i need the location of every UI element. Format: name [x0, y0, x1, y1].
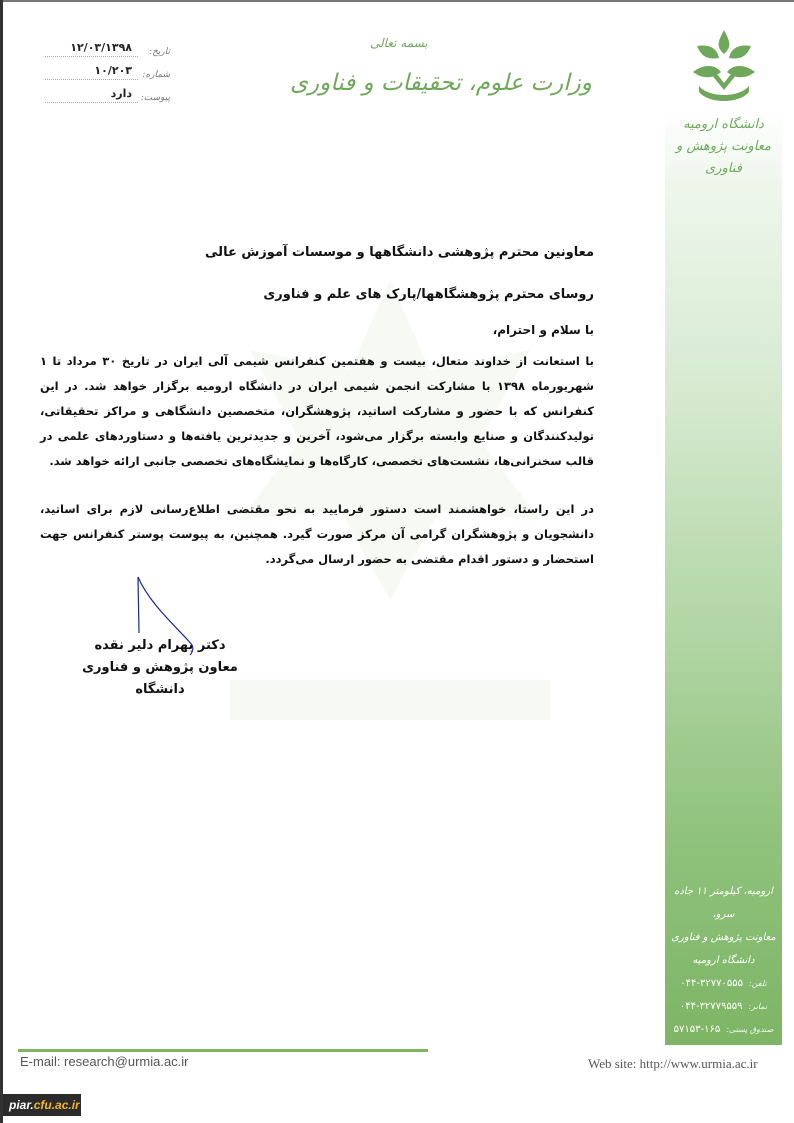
phone-number: ۰۴۴-۳۲۷۷۰۵۵۵ — [680, 978, 743, 989]
address-line-1: ارومیه، کیلومتر ۱۱ جاده سرو، — [674, 886, 773, 920]
meta-date — [45, 34, 170, 57]
fax-number: ۰۴۴-۳۲۷۷۹۵۵۹ — [679, 1001, 743, 1012]
logo-line-department: معاونت پژوهش و — [676, 139, 771, 154]
footer-website[interactable]: Web site: http://www.urmia.ac.ir — [588, 1056, 758, 1071]
signer-name: دکتر بهرام دلیر نقده — [94, 638, 226, 653]
address-block — [665, 880, 782, 1041]
meta-attachment-label: پیوست: — [140, 93, 170, 103]
meta-date-label: تاریخ: — [149, 47, 170, 57]
salutation: با سلام و احترام، — [492, 323, 594, 337]
badge-prefix: piar. — [9, 1098, 34, 1112]
recipient-line-2: روسای محترم پژوهشگاهها/پارک های علم و فناوری — [263, 287, 594, 302]
pobox-row — [665, 1018, 782, 1041]
page-top-border — [0, 0, 794, 2]
letter-meta — [45, 34, 170, 103]
body-paragraph-2: در این راستا، خواهشمند است دستور فرمایید به نحو مقتضی اطلاع‌رسانی لازم برای اساتید، دانشجویان و پژوهشگران گرامی آن مرکز صورت گیرد. همچنین، به پیوست پوستر کنفرانس جهت استحضار و دستور اقدام مقتضی به حضور ارسال می‌گردد. — [40, 502, 594, 566]
meta-number — [45, 57, 170, 80]
meta-number-value: ۱۰/۲۰۳ — [45, 64, 138, 80]
ministry-title: وزارت علوم، تحقیقات و فناوری — [290, 70, 592, 96]
meta-number-label: شماره: — [142, 70, 170, 80]
meta-date-value: ۱۲/۰۳/۱۳۹۸ — [45, 41, 138, 57]
fax-label: نمابر: — [748, 1002, 768, 1011]
signer-title: معاون پژوهش و فناوری دانشگاه — [82, 660, 238, 697]
university-logo — [665, 28, 782, 180]
pobox-number: ۵۷۱۵۳-۱۶۵ — [673, 1024, 721, 1035]
footer-email[interactable]: E-mail: research@urmia.ac.ir — [20, 1054, 189, 1069]
pobox-label: صندوق پستی: — [726, 1025, 774, 1034]
logo-line-technology: فناوری — [705, 161, 742, 176]
meta-attachment-value: دارد — [45, 87, 138, 103]
bismillah-heading: بسمه تعالی — [370, 36, 428, 50]
address-line-2: معاونت پژوهش و فناوری — [671, 932, 776, 943]
fax-row — [665, 995, 782, 1018]
logo-line-university: دانشگاه ارومیه — [683, 117, 764, 132]
signature-block — [60, 635, 260, 701]
page-left-border — [0, 0, 3, 1123]
body-paragraph-1: با استعانت از خداوند متعال، بیست و هفتمین کنفرانس شیمی آلی ایران در تاریخ ۳۰ مرداد تا ۱ شهریورماه ۱۳۹۸ با مشارکت انجمن شیمی ایران در دانشگاه ارومیه برگزار خواهد شد. در این کنفرانس که با حضور و مشارکت اساتید، پژوهشگران، متخصصین دانشگاهی و مراکز تحقیقاتی، تولیدکنندگان و صنایع وابسته برگزار می‌شود، آخرین و جدیدترین یافته‌ها و دستاوردهای علمی در قالب سخنرانی‌ها، نشست‌های تخصصی، کارگاه‌ها و نمایشگاه‌های تخصصی جانبی ارائه خواهد شد. — [40, 354, 594, 468]
phone-label: تلفن: — [749, 979, 767, 988]
urmia-flower-logo-icon — [689, 28, 759, 108]
footer-divider — [18, 1049, 428, 1052]
recipient-line-1: معاونین محترم پژوهشی دانشگاهها و موسسات آموزش عالی — [205, 245, 594, 260]
address-line-3: دانشگاه ارومیه — [692, 955, 755, 966]
badge-accent: cfu.ac.ir — [33, 1098, 80, 1112]
source-badge[interactable] — [3, 1094, 81, 1116]
phone-row — [665, 972, 782, 995]
meta-attachment — [45, 80, 170, 103]
